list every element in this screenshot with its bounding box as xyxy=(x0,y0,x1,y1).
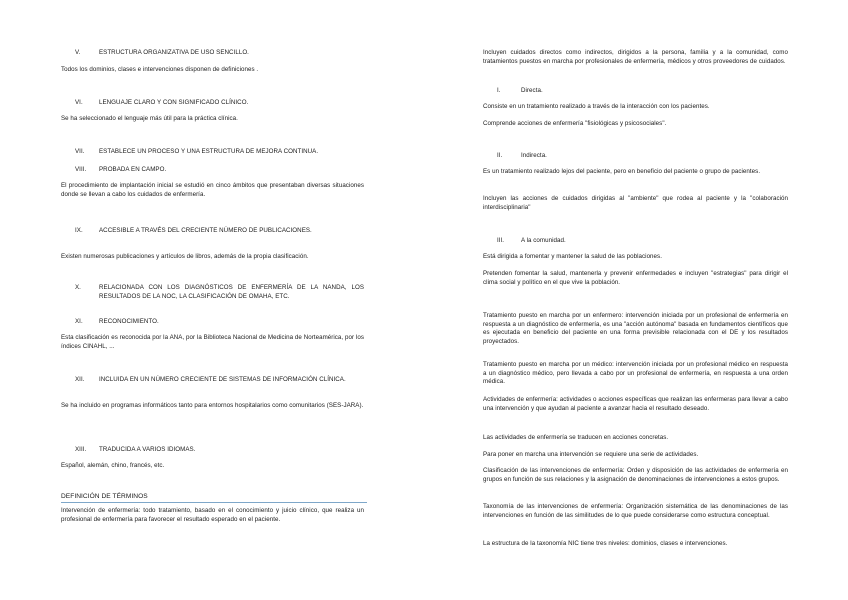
section-body: Esta clasificación es reconocida por la ANA, por la Biblioteca Nacional de Medicina de Norteamérica, por los índices CINAHL, ... xyxy=(61,334,364,350)
section-body: Se ha seleccionado el lenguaje más útil para la práctica clínica. xyxy=(61,115,238,122)
paragraph: Las actividades de enfermería se traducen en acciones concretas. xyxy=(483,434,669,441)
paragraph: Actividades de enfermería: actividades o acciones específicas que realizan las enfermeras para llevar a cabo una intervención y que ayudan al paciente a avanzar hacia el resultado deseado. xyxy=(483,396,788,412)
definitions-heading: DEFINICIÓN DE TÉRMINOS xyxy=(61,493,148,500)
intro-paragraph: Incluyen cuidados directos como indirectos, dirigidos a la persona, familia y a la comunidad, como tratamientos puestos en marcha por profesionales de enfermería, médicos y otros proveedores de cuidados. xyxy=(483,49,788,65)
paragraph: Clasificación de las intervenciones de enfermería: Orden y disposición de las actividades de enfermería en grupos en función de sus relaciones y la asignación de denominaciones de intervenciones a estos grupos. xyxy=(483,467,788,483)
paragraph: Es un tratamiento realizado lejos del paciente, pero en beneficio del paciente o grupo de pacientes. xyxy=(483,168,761,175)
paragraph: Tratamiento puesto en marcha por un enfermero: intervención iniciada por un profesional de enfermería en respuesta a un diagnóstico de enfermería, es una "acción autónoma" basada en fundamentos científicos que es ejecutada en beneficio del paciente en una forma previsible relacionada con el DE y los resultados proyectados. xyxy=(483,312,788,345)
section-body: Español, alemán, chino, francés, etc. xyxy=(61,462,165,469)
section-heading: IX. ACCESIBLE A TRAVÉS DEL CRECIENTE NÚMERO DE PUBLICACIONES. xyxy=(75,227,312,234)
section-heading: X. RELACIONADA CON LOS DIAGNÓSTICOS DE ENFERMERÍA DE LA NANDA, LOS RESULTADOS DE LA NOC, LA CLASIFICACIÓN DE OMAHA, ETC. xyxy=(75,284,364,300)
paragraph: Comprende acciones de enfermería "fisiológicas y psicosociales". xyxy=(483,120,667,127)
section-heading: XII. INCLUIDA EN UN NÚMERO CRECIENTE DE SISTEMAS DE INFORMACIÓN CLÍNICA. xyxy=(75,376,346,383)
paragraph: Para poner en marcha una intervención se requiere una serie de actividades. xyxy=(483,451,699,458)
definition-intro: Intervención de enfermería: todo tratamiento, basado en el conocimiento y juicio clínico, que realiza un profesional de enfermería para favorecer el resultado esperado en el paciente. xyxy=(61,507,364,523)
section-body: El procedimiento de implantación inicial se estudió en cinco ámbitos que presentaban diversas situaciones donde se llevan a cabo los cuidados de enfermería. xyxy=(61,182,364,198)
paragraph: La estructura de la taxonomía NIC tiene tres niveles: dominios, clases e intervenciones. xyxy=(483,540,728,547)
paragraph: Pretenden fomentar la salud, mantenerla y prevenir enfermedades e incluyen "estrategias" para dirigir el clima social y político en el que vive la población. xyxy=(483,270,788,286)
section-heading: XIII. TRADUCIDA A VARIOS IDIOMAS. xyxy=(75,446,196,453)
subsection-heading: I. Directa. xyxy=(497,87,543,94)
paragraph: Incluyen las acciones de cuidados dirigidas al "ambiente" que rodea al paciente y la "colaboración interdisciplinaria" xyxy=(483,195,788,211)
subsection-heading: II. Indirecta. xyxy=(497,152,547,159)
section-heading: V. ESTRUCTURA ORGANIZATIVA DE USO SENCILLO. xyxy=(75,49,249,56)
subsection-heading: III. A la comunidad. xyxy=(497,237,566,244)
paragraph: Tratamiento puesto en marcha por un médico: intervención iniciada por un profesional médico en respuesta a un diagnóstico médico, pero llevada a cabo por un profesional de enfermería, en respuesta a una orden médica. xyxy=(483,361,788,386)
section-heading: VI. LENGUAJE CLARO Y CON SIGNIFICADO CLÍNICO. xyxy=(75,99,249,106)
paragraph: Consiste en un tratamiento realizado a través de la interacción con los pacientes. xyxy=(483,103,710,110)
paragraph: Taxonomía de las intervenciones de enfermería: Organización sistemática de las denominaciones de las intervenciones en función de las similitudes de lo que puede considerarse como estructura conceptual. xyxy=(483,503,788,519)
paragraph: Está dirigida a fomentar y mantener la salud de las poblaciones. xyxy=(483,253,662,260)
section-heading: VII. ESTABLECE UN PROCESO Y UNA ESTRUCTURA DE MEJORA CONTINUA. xyxy=(75,148,319,155)
section-body: Se ha incluido en programas informáticos tanto para entornos hospitalarios como comunitarios (SES-JARA). xyxy=(61,402,364,409)
section-body: Existen numerosas publicaciones y artículos de libros, además de la propia clasificación. xyxy=(61,253,309,260)
section-heading: XI. RECONOCIMIENTO. xyxy=(75,318,159,325)
section-body: Todos los dominios, clases e intervenciones disponen de definiciones . xyxy=(61,66,259,73)
heading-rule xyxy=(61,502,367,503)
section-heading: VIII. PROBADA EN CAMPO. xyxy=(75,166,167,173)
